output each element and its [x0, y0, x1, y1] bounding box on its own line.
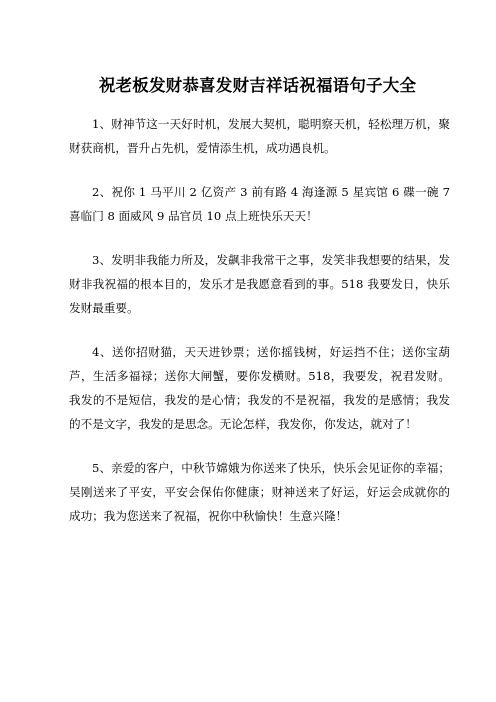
- paragraph-3: 3、发明非我能力所及，发飙非我常干之事，发笑非我想要的结果，发财非我祝福的根本目的，发乐才是我愿意看到的事。518 我要发日，快乐发财最重要。: [69, 253, 450, 315]
- paragraph-5: 5、亲爱的客户，中秋节嫦娥为你送来了快乐，快乐会见证你的幸福；吴刚送来了平安，平安会保佑你健康；财神送来了好运，好运会成就你的成功；我为您送来了祝福，祝你中秋愉快！生意兴隆！: [69, 461, 450, 523]
- paragraph-1: 1、财神节这一天好时机，发展大契机，聪明察天机，轻松理万机，聚财获商机，晋升占先机，爱情添生机，成功遇良机。: [69, 117, 450, 155]
- paragraph-4: 4、送你招财猫，天天进钞票；送你摇钱树，好运挡不住；送你宝葫芦，生活多福禄；送你大闸蟹，要你发横财。518，我要发，祝君发财。我发的不是短信，我发的是心情；我发的不是祝福，我发的是感情；我发的不是文字，我发的是思念。无论怎样，我发你，你发达，就对了！: [69, 345, 450, 431]
- paragraph-2: 2、祝你 1 马平川 2 亿资产 3 前有路 4 海逢源 5 星宾馆 6 碟一碗 7 喜临门 8 面威风 9 品官员 10 点上班快乐天天！: [69, 185, 450, 223]
- document-title: 祝老板发财恭喜发财吉祥话祝福语句子大全: [98, 76, 417, 95]
- document-body: [69, 112, 450, 528]
